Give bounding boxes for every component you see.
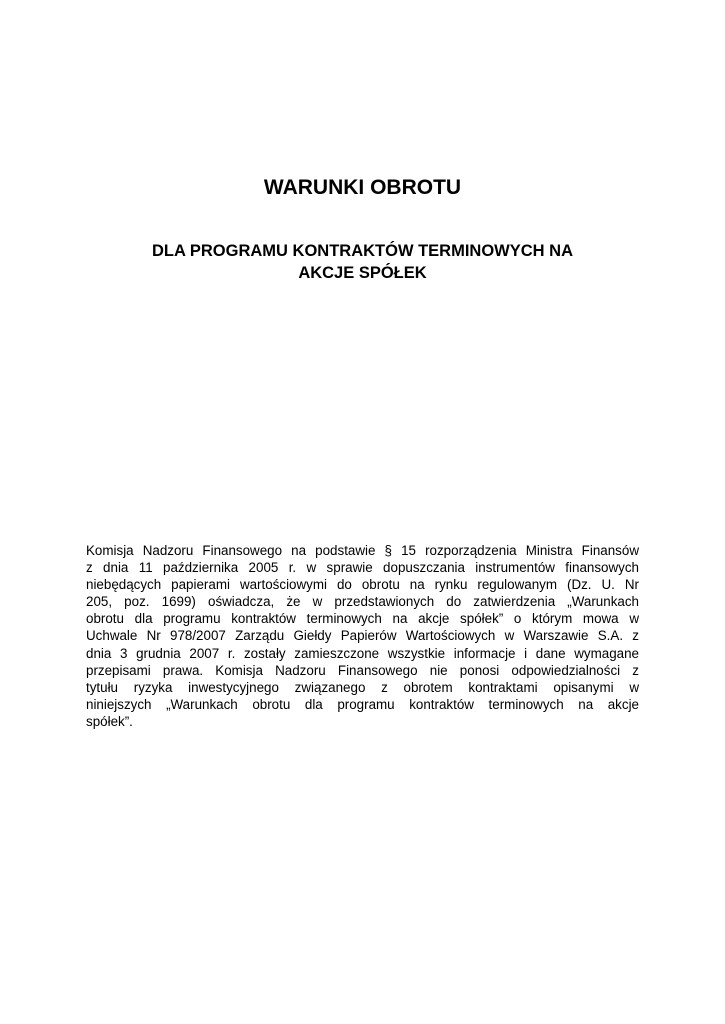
document-title: WARUNKI OBROTU xyxy=(263,176,462,199)
statement-line: z dnia 11 października 2005 r. w sprawie dopuszczania instrumentów finansowych xyxy=(86,560,639,576)
statement-line: tytułu ryzyka inwestycyjnego związanego z obrotem kontraktami opisanymi w xyxy=(86,679,639,695)
statement-line: 205, poz. 1699) oświadcza, że w przedstawionych do zatwierdzenia „Warunkach xyxy=(86,594,639,610)
statement-line: dnia 3 grudnia 2007 r. zostały zamieszczone wszystkie informacje i dane wymagane xyxy=(86,645,639,661)
subtitle-line: AKCJE SPÓŁEK xyxy=(298,264,427,282)
approval-statement xyxy=(86,542,639,730)
statement-line: Komisja Nadzoru Finansowego na podstawie § 15 rozporządzenia Ministra Finansów xyxy=(86,543,639,558)
statement-line: Uchwale Nr 978/2007 Zarządu Giełdy Papierów Wartościowych w Warszawie S.A. z xyxy=(86,628,639,644)
document-subtitle xyxy=(90,240,635,284)
statement-line: niebędących papierami wartościowymi do obrotu na rynku regulowanym (Dz. U. Nr xyxy=(86,577,639,593)
statement-line: niniejszych „Warunkach obrotu dla programu kontraktów terminowych na akcje xyxy=(86,696,639,712)
statement-line: obrotu dla programu kontraktów terminowych na akcje spółek” o którym mowa w xyxy=(86,611,639,627)
statement-line: przepisami prawa. Komisja Nadzoru Finansowego nie ponosi odpowiedzialności z xyxy=(86,662,639,678)
statement-line: spółek”. xyxy=(86,713,133,729)
subtitle-line: DLA PROGRAMU KONTRAKTÓW TERMINOWYCH NA xyxy=(151,242,574,260)
